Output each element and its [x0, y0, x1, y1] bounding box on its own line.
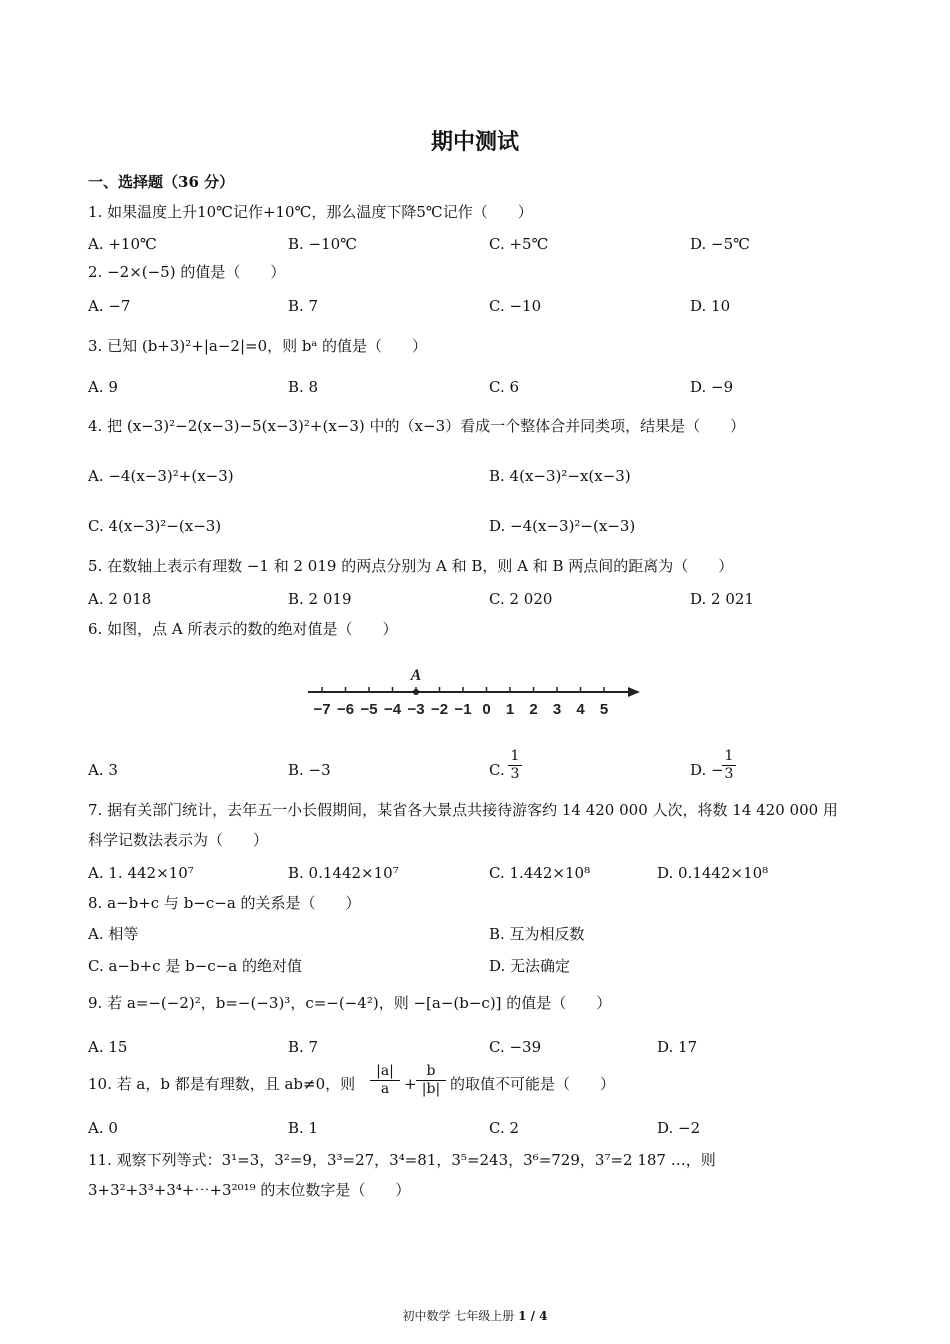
q5-option-b: B. 2 019 [288, 590, 352, 608]
question-10-stem-prefix: 10. 若 a，b 都是有理数，且 ab≠0，则 [88, 1075, 356, 1093]
q2-option-c: C. −10 [489, 297, 542, 315]
q5-option-d: D. 2 021 [690, 590, 754, 608]
number-line-tick-label: −4 [383, 701, 402, 718]
q6-option-b: B. −3 [288, 761, 331, 779]
number-line-tick-label: −1 [454, 701, 472, 718]
q3-option-a: A. 9 [88, 378, 118, 396]
q9-option-a: A. 15 [88, 1038, 128, 1056]
q9-option-c: C. −39 [489, 1038, 542, 1056]
q7-option-a: A. 1. 442×10⁷ [88, 864, 194, 882]
number-line-tick-label: 1 [505, 701, 515, 718]
question-10-stem-suffix: 的取值不可能是（ ） [450, 1075, 616, 1093]
number-line-tick-label: −5 [360, 701, 378, 718]
q9-option-d: D. 17 [657, 1038, 698, 1056]
number-line-tick-label: −3 [407, 701, 425, 718]
section-heading: 一、选择题（36 分） [88, 173, 235, 191]
q4-option-b: B. 4(x−3)²−x(x−3) [489, 467, 631, 485]
question-8-stem: 8. a−b+c 与 b−c−a 的关系是（ ） [88, 894, 361, 912]
q4-option-c: C. 4(x−3)²−(x−3) [88, 517, 222, 535]
q10-option-b: B. 1 [288, 1119, 319, 1137]
number-line-tick-label: 5 [599, 701, 609, 718]
question-7-stem-line-1: 7. 据有关部门统计，去年五一小长假期间，某省各大景点共接待游客约 14 420 000 人次，将数 14 420 000 用 [88, 801, 838, 819]
footer-text: 初中数学 七年级上册 [402, 1309, 519, 1323]
q1-option-c: C. +5℃ [489, 235, 549, 253]
page-footer [0, 1306, 950, 1326]
question-3-stem: 3. 已知 (b+3)²+|a−2|=0，则 bᵃ 的值是（ ） [88, 337, 428, 355]
number-line-tick-label: −7 [313, 701, 331, 718]
question-1-stem: 1. 如果温度上升10℃记作+10℃，那么温度下降5℃记作（ ） [88, 203, 533, 221]
q10-option-d: D. −2 [657, 1119, 701, 1137]
q6-option-c-prefix: C. [489, 761, 505, 779]
q8-option-a: A. 相等 [88, 925, 139, 943]
q1-option-d: D. −5℃ [690, 235, 750, 253]
question-5-stem: 5. 在数轴上表示有理数 −1 和 2 019 的两点分别为 A 和 B，则 A 和 B 两点间的距离为（ ） [88, 557, 734, 575]
q3-option-d: D. −9 [690, 378, 734, 396]
q6-option-d-fraction [722, 748, 736, 783]
q6-option-c-fraction [508, 748, 522, 783]
q7-option-d: D. 0.1442×10⁸ [657, 864, 769, 882]
q6-option-a: A. 3 [88, 761, 118, 779]
q5-option-a: A. 2 018 [88, 590, 152, 608]
point-a-marker [413, 689, 419, 695]
number-line-tick-label: 2 [529, 701, 538, 718]
question-2-stem: 2. −2×(−5) 的值是（ ） [88, 263, 286, 281]
page-title: 期中测试 [430, 129, 519, 155]
point-a-label: A [410, 667, 422, 684]
fraction-numerator: |a| [376, 1063, 394, 1079]
q10-option-c: C. 2 [489, 1119, 520, 1137]
page-number: 1 / 4 [518, 1309, 548, 1323]
q1-option-b: B. −10℃ [288, 235, 357, 253]
number-line-tick-label: −2 [430, 701, 449, 718]
question-9-stem: 9. 若 a=−(−2)²，b=−(−3)³，c=−(−4²)，则 −[a−(b−c)] 的值是（ ） [88, 994, 612, 1012]
question-7-stem-line-2: 科学记数法表示为（ ） [88, 831, 269, 849]
q3-option-b: B. 8 [288, 378, 319, 396]
q2-option-a: A. −7 [88, 297, 131, 315]
q7-option-c: C. 1.442×10⁸ [489, 864, 591, 882]
number-line-figure [300, 658, 645, 720]
q8-option-d: D. 无法确定 [489, 957, 571, 975]
q10-plus-sign: + [404, 1075, 417, 1093]
number-line-tick-label: −6 [336, 701, 355, 718]
q2-option-d: D. 10 [690, 297, 731, 315]
fraction-denominator: a [370, 1080, 400, 1098]
number-line-arrow [628, 687, 640, 697]
q10-fraction-b-over-abs-b [416, 1063, 446, 1098]
number-line-tick-label: 3 [552, 701, 562, 718]
fraction-denominator: 3 [722, 765, 736, 783]
question-11-stem-line-2: 3+3²+3³+3⁴+⋯+3²⁰¹⁹ 的末位数字是（ ） [88, 1181, 411, 1199]
fraction-numerator: 1 [724, 748, 734, 764]
number-line-tick-label: 0 [482, 701, 491, 718]
fraction-denominator: 3 [508, 765, 522, 783]
q7-option-b: B. 0.1442×10⁷ [288, 864, 399, 882]
q2-option-b: B. 7 [288, 297, 319, 315]
q8-option-b: B. 互为相反数 [489, 925, 585, 943]
number-line-tick-label: 4 [576, 701, 585, 718]
fraction-denominator: |b| [416, 1080, 446, 1098]
question-4-stem: 4. 把 (x−3)²−2(x−3)−5(x−3)²+(x−3) 中的（x−3）看成一个整体合并同类项，结果是（ ） [88, 417, 746, 435]
q9-option-b: B. 7 [288, 1038, 319, 1056]
question-11-stem-line-1: 11. 观察下列等式：3¹=3，3²=9，3³=27，3⁴=81，3⁵=243，3⁶=729，3⁷=2 187 …，则 [88, 1151, 716, 1169]
fraction-numerator: 1 [510, 748, 520, 764]
q4-option-d: D. −4(x−3)²−(x−3) [489, 517, 636, 535]
q3-option-c: C. 6 [489, 378, 520, 396]
number-line-labels [313, 701, 608, 718]
q5-option-c: C. 2 020 [489, 590, 553, 608]
question-6-stem: 6. 如图，点 A 所表示的数的绝对值是（ ） [88, 620, 398, 638]
q10-fraction-abs-a-over-a [370, 1063, 400, 1098]
q1-option-a: A. +10℃ [88, 235, 157, 253]
q8-option-c: C. a−b+c 是 b−c−a 的绝对值 [88, 957, 302, 975]
fraction-numerator: b [426, 1063, 436, 1079]
q4-option-a: A. −4(x−3)²+(x−3) [88, 467, 234, 485]
q6-option-d-prefix: D. − [690, 761, 724, 779]
q10-option-a: A. 0 [88, 1119, 118, 1137]
